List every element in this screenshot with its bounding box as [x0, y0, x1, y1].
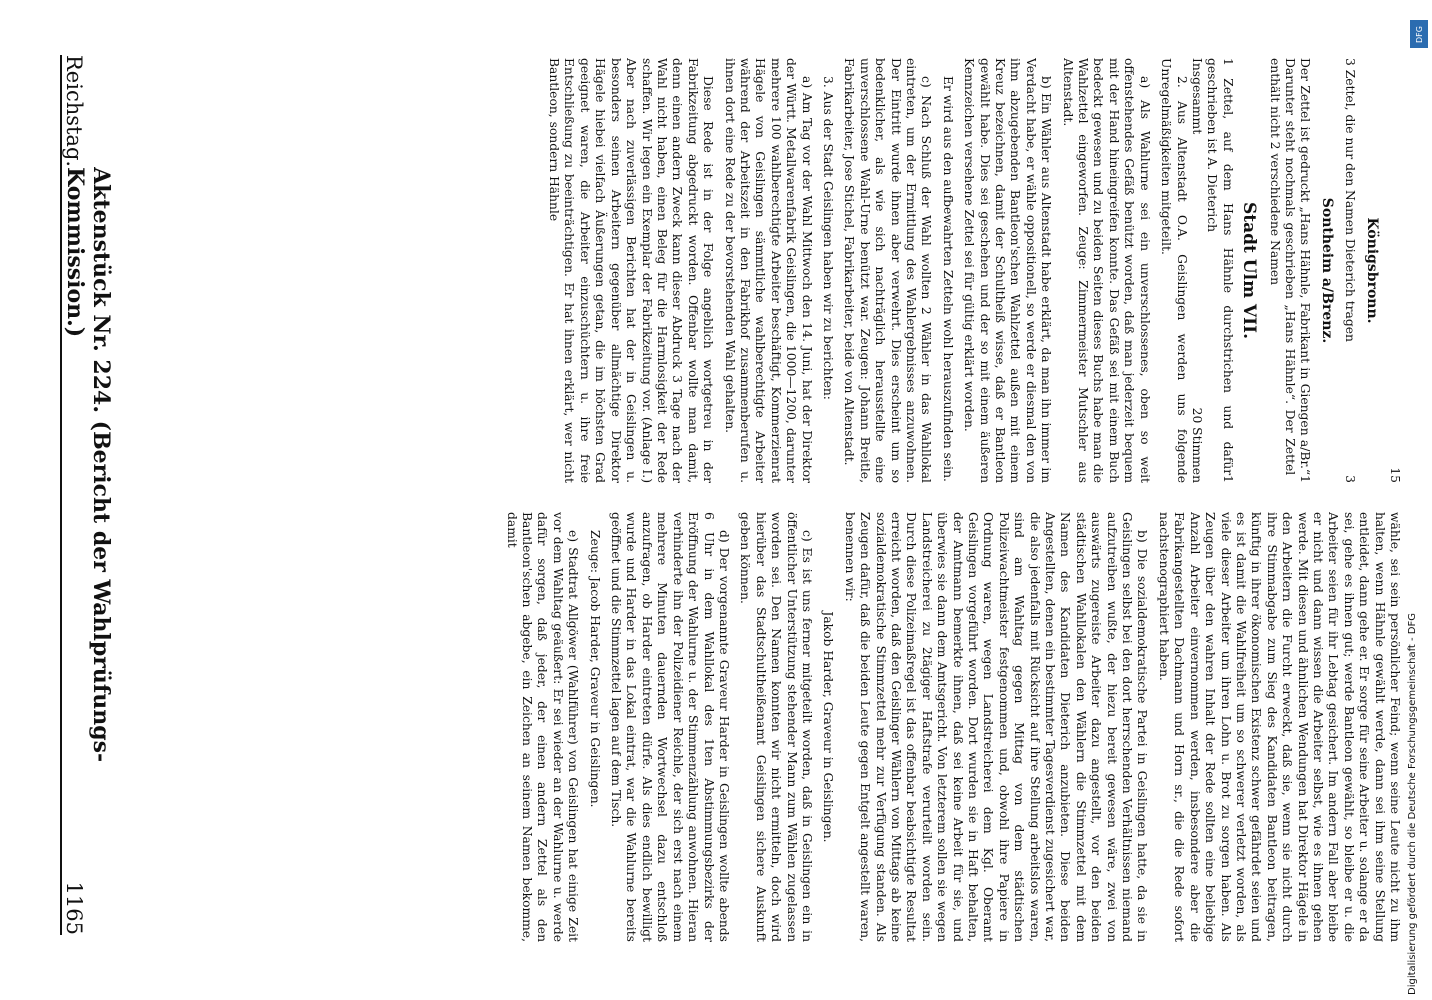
page-header — [60, 55, 114, 935]
sontheim-line: Der Zettel ist gedruckt „Hans Hähnle, Fabrikant in Giengen a/Br.“ Darunter steht nochmals geschrieben „Hans Hähnle“. Der Zettel enthält nicht 2 verschiedene Namen 1 — [1267, 58, 1313, 483]
paragraph: wähle, sei sein persönlicher Feind; wenn seine Leute nicht zu ihm halten, wenn Hähnle gewählt werde, dann sei ihm seine Stellung entleidet, dann gehe er. Er sorge für seine Arbeiter u. solange er da sei, gehe es ihnen gut; werde Bantleon gewählt, so bleibe er u. die Arbeiter seien für ihr Lebtag gesichert. Im andern Fall aber bleibe er nicht und dann wissen die Arbeiter selbst, wie es ihnen gehen werde. Mit diesen und ähnlichen Wendungen hat Direktor Hägele in den Arbeitern die Furcht erweckt, daß sie, wenn sie nicht durch ihre Stimmabgabe zum Sieg des Kandidaten Bantleon beitragen, künftig in ihrer ökonomischen Existenz schwer gefährdet seien und es ist damit die Wahlfreiheit um so schwerer verletzt worden, als viele dieser Arbeiter um ihren Lohn u. Brot zu sorgen haben. Als Zeugen über den wahren Inhalt der Rede sollten eine beliebige Anzahl Arbeiter einvernommen werden, insbesondere aber die Fabrikangestellten Dachmann und Horn sr., die die Rede sofort nachstenographiert haben. — [1156, 512, 1402, 942]
paragraph: 2. Aus Altenstadt O.A. Geislingen werden uns folgende Unregelmäßigkeiten mitgeteilt. — [1159, 58, 1189, 483]
paragraph: b) Die sozialdemokratische Partei in Geislingen hatte, da sie in Geislingen selbst bei den dort herrschenden Verhältnissen niemand aufzutreiben wußte, der hiezu bereit gewesen wäre, zwei von auswärts zugereiste Arbeiter dazu angestellt, vor den beiden städtischen Wahllokalen den Wählern die Stimmzettel mit dem Namen des Kandidaten Dieterich anzubieten. Diese beiden Angestellten, denen ein bestimmter Tagesverdienst zugesichert war, die also jedenfalls mit Rücksicht auf ihre Stellung arbeitslos waren, sind am Wahltag gegen Mittag von dem städtischen Polizeiwachtmeister festgenommen und, obwohl ihre Papiere in Ordnung waren, wegen Landstreicherei dem Kgl. Oberamt Geislingen vorgeführt worden. Dort wurden sie in Haft behalten, der Amtmann bemerkte ihnen, daß sei keine Arbeit für sie, und überwies sie dann dem Amtsgericht. Von letzterem sollen sie wegen Landstreicherei zu 2tägiger Haftstrafe verurteilt worden sein. Durch diese Polizeimaßregel ist das offenbar beabsichtigte Resultat erreicht worden, daß den Geislinger Wählern von Mittags ab keine sozialdemokratische Stimmzettel mehr zur Verfügung standen. Als Zeugen dafür, daß die beiden Leute gegen Entgelt angestellt waren, benennen wir: — [842, 512, 1150, 942]
sum-line: Insgesammt 20 Stimmen — [1189, 58, 1204, 483]
paragraph: c) Nach Schluß der Wahl wollten 2 Wähler in das Wahllokal eintreten, um der Ermittlung des Wahlergebnisses anzuwohnen. Der Eintritt wurde ihnen aber verwehrt. Dies erscheint um so bedenklicher, als wie sich nachträglich herausstellte eine unverschlossene Wahl-Urne benützt war. Zeugen: Johann Breitle, Fabrikarbeiter, Jose Stichel, Fabrikarbeiter, beide von Altenstadt. — [842, 58, 934, 483]
page-number: 1165 — [62, 881, 86, 935]
paragraph: e) Stadtrat Allgöwer (Wahlführer) von Geislingen hat einige Zeit vor dem Wahltag geäußert: Er sei wieder an der Wahlurne u. werde dafür sorgen, daß jeder, der einen andern Zettel als den Bantleon'schen abgebe, ein Zeichen an seinem Namen bekomme, damit — [504, 512, 581, 942]
paragraph: b) Ein Wähler aus Altenstadt habe erklärt, da man ihn immer im Verdacht habe, er wähle oppositionell, so werde er diesmal den von ihm abzugebenden Bantleon'schen Wahlzettel außen mit einem Kreuz bezeichnen, damit der Schultheiß wisse, daß er Bantleon gewählt habe. Dies sei geschehen und der so mit einem äußeren Kennzeichen versehene Zettel sei für gültig erklärt worden. — [962, 58, 1054, 483]
paragraph: Er wird aus den aufbewahrten Zetteln wohl herauszufinden sein. — [940, 76, 955, 482]
header-title: Aktenstück Nr. 224. (Bericht der Wahlprüfungs-Kommission.) — [62, 167, 114, 763]
paragraph: d) Der vorgenannte Graveur Harder in Geislingen wollte abends 6 Uhr in dem Wahllokal des 1ten Abstimmungsbezirks der Eröffnung der Wahlurne u. der Stimmenzählung anwohnen. Hieran verhinderte ihn der Polizeidiener Reichle, der sich erst nach einem mehrere Minuten dauernden Wortwechsel dazu entschloß anzufragen, ob Harder eintreten dürfe. Als dies endlich bewilligt wurde und Harder in das Lokal eintrat, war die Wahlurne bereits geöffnet und die Stimmzettel lagen auf dem Tisch. — [609, 512, 731, 942]
koenigsbronn-line: 3 Zettel, die nur den Namen Dieterich tragen 3 — [1343, 58, 1358, 483]
dfg-badge: DFG — [1410, 20, 1428, 48]
paragraph: a) Am Tag vor der Wahl Mittwoch den 14. Juni, hat der Direktor der Württ. Metallwarenfabrik Geislingen, die 1000—1200, darunter mehrere 100 wahlberechtigte Arbeiter beschäftigt, Kommerzienrat Hägele von Geislingen sämmtliche wahlberechtigte Arbeiter während der Arbeitszeit in den Fabrikhof zusammenberufen u. ihnen dort eine Rede zu der bevorstehenden Wahl gehalten. — [722, 58, 814, 483]
heading-koenigsbronn: Königsbronn. — [1363, 217, 1380, 324]
total-row: 15 — [1388, 467, 1402, 483]
dfg-credit: Digitalisierung gefördert durch die Deutsche Forschungsgemeinschaft - DFG — [1407, 612, 1418, 995]
ulm-line: 1 Zettel, auf dem Hans Hähnle durchstrichen und dafür geschrieben ist A. Dieterich 1 — [1205, 58, 1235, 483]
heading-sontheim: Sontheim a/Brenz. — [1318, 197, 1335, 344]
header-left: Reichstag. — [62, 55, 86, 168]
paragraph: c) Es ist uns ferner mitgeteilt worden, daß in Geislingen ein in öffentlicher Unterstützung stehender Mann zum Wählen zugelassen worden sei. Den Namen konnten wir nicht ermitteln, doch wird hierüber das Stadtschultheißenamt Geislingen sichere Auskunft geben können. — [738, 512, 814, 942]
paragraph: a) Als Wahlurne sei ein unverschlossenes, oben so weit offenstehendes Gefäß benützt worden, daß man jederzeit bequem mit der Hand hineingreifen konnte. Das Gefäß sei mit einem Buch bedeckt gewesen und zu beiden Seiten dieses Buchs habe man die Wahlzettel eingeworfen. Zeuge: Zimmermeister Mutschler aus Altenstadt. — [1060, 58, 1152, 483]
witness-line: Zeuge: Jacob Harder, Graveur in Geislingen. — [587, 530, 602, 808]
paragraph: Diese Rede ist in der Folge angeblich wortgetreu in der Fabrikzeitung abgedruckt worden. Offenbar wollte man damit, denn einen andern Zweck kann dieser Abdruck 3 Tage nach der Wahl nicht haben, einen Beleg für die Harmlosigkeit der Rede schaffen. Wir legen ein Exemplar der Fabrikzeitung vor. (Anlage I.) Aber nach zuverlässigen Berichten hat der in Geislingen u. besonders seinen Arbeitern gegenüber allmächtige Direktor Hägele hiebei vielfach Äußerungen getan, die im höchsten Grad geeignet waren, die Arbeiter einzuschüchtern u. ihre freie Entschließung zu beeinträchtigen. Er hat ihnen erklärt, wer nicht Bantleon, sondern Hähnle — [547, 58, 716, 483]
left-column — [112, 58, 1402, 483]
witness-line: Jakob Harder, Graveur in Geislingen. — [821, 611, 836, 843]
paragraph: 3. Aus der Stadt Geislingen haben wir zu berichten: — [821, 76, 835, 400]
right-column — [112, 512, 1402, 942]
heading-ulm: Stadt Ulm VII. — [1239, 201, 1260, 339]
